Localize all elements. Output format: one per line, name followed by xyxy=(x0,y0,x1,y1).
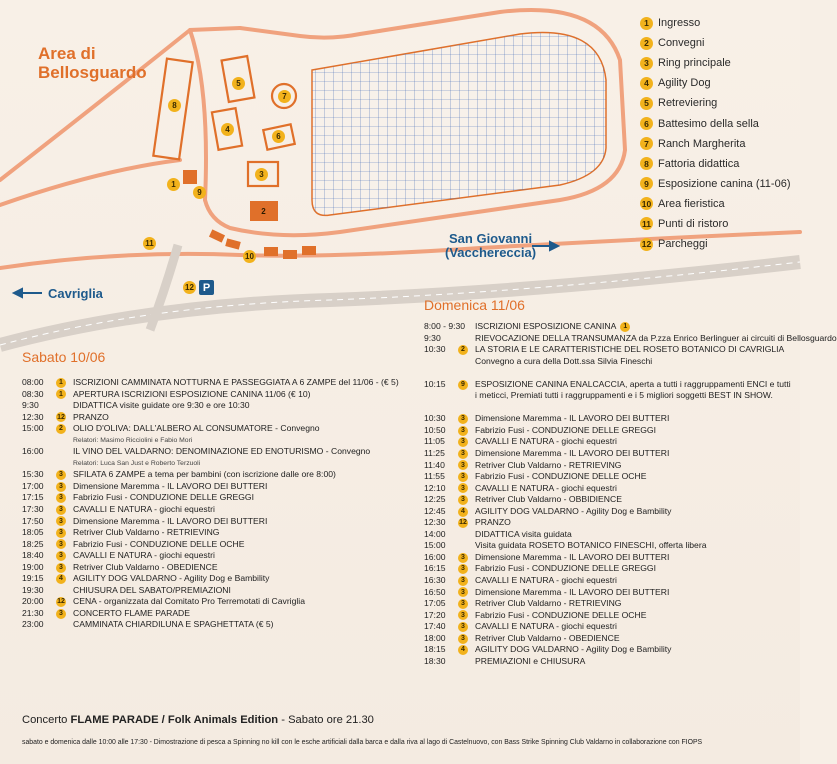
schedule-time: 12:10 xyxy=(424,482,446,493)
schedule-number-badge: 3 xyxy=(458,472,468,482)
schedule-badge-slot xyxy=(458,483,475,493)
schedule-row xyxy=(22,608,402,620)
schedule-time: 12:30 xyxy=(424,517,446,528)
schedule-badge-slot xyxy=(56,539,73,549)
sunday-title: Domenica 11/06 xyxy=(424,297,525,313)
schedule-row xyxy=(424,390,796,402)
schedule-description: ISCRIZIONI CAMMINATA NOTTURNA E PASSEGGIATA A 6 ZAMPE del 11/06 - (€ 5) xyxy=(73,377,399,387)
schedule-time: 10:30 xyxy=(424,413,446,424)
schedule-row xyxy=(22,435,402,447)
schedule-number-badge: 3 xyxy=(458,426,468,436)
schedule-row xyxy=(424,540,796,552)
schedule-description: Dimensione Maremma - IL LAVORO DEI BUTTERI xyxy=(475,551,670,562)
schedule-time: 12:45 xyxy=(424,505,446,516)
legend-item xyxy=(640,53,800,73)
schedule-number-badge: 12 xyxy=(57,598,65,606)
schedule-time: 17:15 xyxy=(22,492,44,503)
schedule-description: ESPOSIZIONE CANINA ENALCACCIA, aperta a tutti i raggruppamenti ENCI e tutti xyxy=(475,378,791,389)
legend-number-badge: 12 xyxy=(641,239,652,250)
schedule-badge-slot xyxy=(458,553,475,563)
schedule-description: Retriver Club Valdarno - OBEDIENCE xyxy=(73,561,218,572)
schedule-badge-slot xyxy=(458,449,475,459)
schedule-time: 18:40 xyxy=(22,550,44,561)
schedule-number-badge: 3 xyxy=(56,563,66,573)
legend-item xyxy=(640,93,800,113)
schedule-badge-slot xyxy=(56,597,73,607)
schedule-row xyxy=(22,481,402,493)
schedule-row xyxy=(22,458,402,470)
schedule-number-badge: 2 xyxy=(56,424,66,434)
schedule-row xyxy=(22,585,402,597)
schedule-description: CAVALLI E NATURA - giochi equestri xyxy=(73,550,215,561)
schedule-row xyxy=(424,529,796,541)
schedule-row xyxy=(22,377,402,389)
schedule-number-badge: 3 xyxy=(458,622,468,632)
schedule-number-badge: 3 xyxy=(56,551,66,561)
schedule-time: 10:30 xyxy=(424,344,446,355)
schedule-number-badge: 3 xyxy=(458,576,468,586)
schedule-description: ISCRIZIONI ESPOSIZIONE CANINA xyxy=(475,321,617,331)
legend-number-badge: 2 xyxy=(640,37,653,50)
area-title xyxy=(38,44,147,82)
direction-san-giovanni-line1: San Giovanni xyxy=(449,231,533,246)
schedule-row xyxy=(22,423,402,435)
legend-number-badge: 10 xyxy=(641,198,652,209)
schedule-row xyxy=(424,436,796,448)
map-marker-6: 6 xyxy=(272,130,285,143)
schedule-row xyxy=(22,400,402,412)
legend-label: Convegni xyxy=(658,37,705,50)
schedule-description: i meticci, Premiati tutti i raggruppamenti e i 5 migliori soggetti BEST IN SHOW. xyxy=(475,390,773,401)
schedule-row xyxy=(22,469,402,481)
legend-label: Ingresso xyxy=(658,17,701,30)
schedule-time: 8:00 - 9:30 xyxy=(424,321,466,331)
schedule-badge-slot xyxy=(56,609,73,619)
schedule-badge-slot xyxy=(458,634,475,644)
schedule-description: Relatori: Luca San Just e Roberto Terzuoli xyxy=(73,459,201,467)
schedule-row xyxy=(22,504,402,516)
legend-item xyxy=(640,234,800,254)
schedule-time: 15:30 xyxy=(22,469,44,480)
schedule-badge-slot xyxy=(458,507,475,517)
legend-number-badge: 1 xyxy=(640,17,653,30)
schedule-time: 14:00 xyxy=(424,528,446,539)
schedule-row xyxy=(424,367,796,379)
legend-label: Ranch Margherita xyxy=(658,137,746,150)
legend-item xyxy=(640,113,800,133)
schedule-description: LA STORIA E LE CARATTERISTICHE DEL ROSETO BOTANICO DI CAVRIGLIA xyxy=(475,344,785,355)
map-marker-2: 2 xyxy=(261,207,266,216)
legend-label: Punti di ristoro xyxy=(658,217,729,230)
legend-label: Area fieristica xyxy=(658,197,725,210)
schedule-row xyxy=(22,446,402,458)
schedule-row xyxy=(424,621,796,633)
legend-item xyxy=(640,194,800,214)
schedule-row xyxy=(424,575,796,587)
area-title-line2: Bellosguardo xyxy=(38,63,147,82)
schedule-time: 10:50 xyxy=(424,424,446,435)
schedule-description: Fabrizio Fusi - CONDUZIONE DELLE OCHE xyxy=(73,538,245,549)
legend-item xyxy=(640,134,800,154)
schedule-badge-slot xyxy=(458,518,475,528)
schedule-description: DIDATTICA visite guidate ore 9:30 e ore 10:30 xyxy=(73,400,250,411)
schedule-description: Dimensione Maremma - IL LAVORO DEI BUTTERI xyxy=(475,448,670,459)
schedule-number-badge: 3 xyxy=(458,634,468,644)
schedule-description: CAVALLI E NATURA - giochi equestri xyxy=(475,436,617,447)
schedule-row xyxy=(424,494,796,506)
schedule-description: RIEVOCAZIONE DELLA TRANSUMANZA da P.zza Enrico Berlinguer ai circuiti di Bellosguardo xyxy=(475,332,837,343)
saturday-schedule xyxy=(22,377,402,631)
legend-label: Parcheggi xyxy=(658,238,708,251)
schedule-number-badge: 3 xyxy=(458,553,468,563)
schedule-row xyxy=(424,379,796,391)
schedule-number-badge: 3 xyxy=(56,516,66,526)
schedule-badge-slot xyxy=(458,414,475,424)
schedule-description: CAVALLI E NATURA - giochi equestri xyxy=(475,575,617,586)
schedule-badge-slot xyxy=(458,599,475,609)
schedule-badge-slot xyxy=(56,563,73,573)
parking-icon: P xyxy=(199,280,214,295)
schedule-row xyxy=(424,448,796,460)
schedule-time: 15:00 xyxy=(424,540,446,551)
schedule-time: 18:15 xyxy=(424,644,446,655)
schedule-badge-slot xyxy=(56,378,73,388)
schedule-number-badge: 3 xyxy=(458,449,468,459)
schedule-description: Retriver Club Valdarno - OBEDIENCE xyxy=(475,632,620,643)
schedule-number-badge: 2 xyxy=(458,345,468,355)
schedule-number-badge: 12 xyxy=(459,519,467,527)
schedule-number-badge: 3 xyxy=(458,437,468,447)
legend-label: Battesimo della sella xyxy=(658,117,759,130)
schedule-time: 17:00 xyxy=(22,480,44,491)
legend-item xyxy=(640,174,800,194)
schedule-badge-slot xyxy=(56,505,73,515)
legend-item xyxy=(640,214,800,234)
schedule-badge-slot xyxy=(56,424,73,434)
schedule-description: CAVALLI E NATURA - giochi equestri xyxy=(73,504,215,515)
schedule-badge-slot xyxy=(458,622,475,632)
schedule-time: 9:30 xyxy=(22,400,39,411)
schedule-description: Dimensione Maremma - IL LAVORO DEI BUTTERI xyxy=(73,480,268,491)
schedule-row xyxy=(424,563,796,575)
schedule-time: 19:30 xyxy=(22,584,44,595)
schedule-number-badge: 1 xyxy=(56,378,66,388)
schedule-row xyxy=(22,492,402,504)
schedule-row xyxy=(22,389,402,401)
schedule-time: 11:05 xyxy=(424,436,445,447)
schedule-number-badge: 1 xyxy=(56,389,66,399)
schedule-number-badge: 4 xyxy=(458,507,468,517)
schedule-number-badge: 12 xyxy=(57,413,65,421)
schedule-description: Retriver Club Valdarno - RETRIEVING xyxy=(475,598,622,609)
schedule-time: 9:30 xyxy=(424,332,441,343)
schedule-description: DIDATTICA visita guidata xyxy=(475,528,572,539)
schedule-time: 18:25 xyxy=(22,538,44,549)
schedule-row xyxy=(22,516,402,528)
schedule-badge-slot xyxy=(458,345,475,355)
schedule-number-badge: 3 xyxy=(458,564,468,574)
schedule-number-badge: 3 xyxy=(56,493,66,503)
schedule-row xyxy=(22,596,402,608)
schedule-description: APERTURA ISCRIZIONI ESPOSIZIONE CANINA 11/06 (€ 10) xyxy=(73,388,311,399)
map-marker-5: 5 xyxy=(232,77,245,90)
schedule-number-badge: 3 xyxy=(56,539,66,549)
direction-cavriglia: Cavriglia xyxy=(48,286,103,301)
schedule-description: PRANZO xyxy=(475,517,511,528)
schedule-time: 11:55 xyxy=(424,471,445,482)
schedule-time: 11:40 xyxy=(424,459,445,470)
schedule-description: Dimensione Maremma - IL LAVORO DEI BUTTERI xyxy=(73,515,268,526)
schedule-number-badge: 3 xyxy=(56,528,66,538)
schedule-description: CAVALLI E NATURA - giochi equestri xyxy=(475,482,617,493)
schedule-time: 17:40 xyxy=(424,621,446,632)
direction-san-giovanni-line2: (Vacchereccia) xyxy=(445,245,537,260)
footer-note: sabato e domenica dalle 10:00 alle 17:30 - Dimostrazione di pesca a Spinning no kill con le esche artificiali dalla barca e dalla riva al lago di Castelnuovo, con Bass Strike Spinning Club Valdarno in collaborazione con FIOPS xyxy=(22,739,703,746)
schedule-description: CENA - organizzata dal Comitato Pro Terremotati di Cavriglia xyxy=(73,596,305,607)
schedule-badge-slot xyxy=(56,412,73,422)
map-marker-11: 11 xyxy=(143,237,156,250)
schedule-description: Relatori: Masimo Ricciolini e Fabio Mori xyxy=(73,436,193,444)
schedule-time: 20:00 xyxy=(22,596,44,607)
schedule-row xyxy=(424,402,796,414)
schedule-number-badge: 3 xyxy=(56,609,66,619)
schedule-number-badge: 9 xyxy=(458,380,468,390)
schedule-row xyxy=(424,321,796,333)
schedule-description: IL VINO DEL VALDARNO: DENOMINAZIONE ED ENOTURISMO - Convegno xyxy=(73,446,371,457)
schedule-time: 17:30 xyxy=(22,504,44,515)
schedule-description: AGILITY DOG VALDARNO - Agility Dog e Bambility xyxy=(475,644,672,655)
schedule-row xyxy=(424,610,796,622)
direction-san-giovanni xyxy=(445,232,536,260)
schedule-time: 17:20 xyxy=(424,609,446,620)
schedule-badge-slot xyxy=(458,564,475,574)
map-marker-3: 3 xyxy=(255,168,268,181)
schedule-row xyxy=(424,598,796,610)
schedule-time: 16:00 xyxy=(424,551,446,562)
schedule-number-badge: 3 xyxy=(458,414,468,424)
schedule-time: 21:30 xyxy=(22,607,44,618)
schedule-time: 16:30 xyxy=(424,575,446,586)
schedule-number-badge: 3 xyxy=(458,610,468,620)
legend-label: Retreviering xyxy=(658,97,718,110)
legend-number-badge: 7 xyxy=(640,137,653,150)
schedule-row xyxy=(22,539,402,551)
schedule-time: 19:15 xyxy=(22,573,44,584)
schedule-badge-slot xyxy=(56,574,73,584)
map-marker-9: 9 xyxy=(193,186,206,199)
schedule-row xyxy=(424,332,837,345)
schedule-row xyxy=(22,412,402,424)
concert-name: FLAME PARADE / Folk Animals Edition xyxy=(70,714,279,726)
legend-number-badge: 8 xyxy=(640,157,653,170)
schedule-row xyxy=(22,550,402,562)
schedule-badge-slot xyxy=(458,610,475,620)
legend-item xyxy=(640,154,800,174)
saturday-title: Sabato 10/06 xyxy=(22,349,106,365)
legend-item xyxy=(640,13,800,33)
legend-number-badge: 5 xyxy=(640,97,653,110)
schedule-description: CHIUSURA DEL SABATO/PREMIAZIONI xyxy=(73,584,231,595)
schedule-description: AGILITY DOG VALDARNO - Agility Dog e Bambility xyxy=(73,573,270,584)
schedule-number-badge: 3 xyxy=(458,460,468,470)
schedule-description: Fabrizio Fusi - CONDUZIONE DELLE OCHE xyxy=(475,471,647,482)
schedule-time: 18:05 xyxy=(22,527,44,538)
map-marker-12: 12 xyxy=(183,281,196,294)
schedule-number-badge: 1 xyxy=(620,322,630,332)
schedule-description: CAVALLI E NATURA - giochi equestri xyxy=(475,621,617,632)
schedule-number-badge: 3 xyxy=(458,599,468,609)
schedule-description: OLIO D'OLIVA: DALL'ALBERO AL CONSUMATORE - Convegno xyxy=(73,423,320,434)
legend-label: Fattoria didattica xyxy=(658,157,740,170)
schedule-badge-slot xyxy=(56,470,73,480)
schedule-badge-slot xyxy=(458,460,475,470)
schedule-row xyxy=(424,471,796,483)
schedule-description: Fabrizio Fusi - CONDUZIONE DELLE GREGGI xyxy=(475,424,656,435)
schedule-description: SFILATA 6 ZAMPE a tema per bambini (con iscrizione dalle ore 8:00) xyxy=(73,469,336,480)
legend-number-badge: 4 xyxy=(640,77,653,90)
schedule-time: 11:25 xyxy=(424,448,445,459)
schedule-row xyxy=(424,587,796,599)
schedule-row xyxy=(424,460,796,472)
schedule-time: 17:05 xyxy=(424,598,446,609)
schedule-description: Visita guidata ROSETO BOTANICO FINESCHI, offerta libera xyxy=(475,540,707,551)
schedule-badge-slot xyxy=(458,380,475,390)
map-marker-1: 1 xyxy=(167,178,180,191)
schedule-description: Retriver Club Valdarno - RETRIEVING xyxy=(475,459,622,470)
schedule-row xyxy=(424,656,796,668)
schedule-number-badge: 3 xyxy=(56,470,66,480)
schedule-time: 15:00 xyxy=(22,423,44,434)
schedule-row xyxy=(424,552,796,564)
schedule-badge-slot xyxy=(458,645,475,655)
sunday-schedule xyxy=(424,321,837,667)
schedule-description: Convegno a cura della Dott.ssa Silvia Fineschi xyxy=(475,355,653,366)
schedule-number-badge: 4 xyxy=(56,574,66,584)
schedule-number-badge: 3 xyxy=(458,495,468,505)
schedule-time: 12:25 xyxy=(424,494,446,505)
schedule-description: Fabrizio Fusi - CONDUZIONE DELLE OCHE xyxy=(475,609,647,620)
schedule-badge-slot xyxy=(56,493,73,503)
schedule-time: 18:30 xyxy=(424,655,446,666)
schedule-row xyxy=(22,562,402,574)
legend-label: Ring principale xyxy=(658,57,731,70)
schedule-row xyxy=(424,517,796,529)
schedule-description: PRANZO xyxy=(73,411,109,422)
schedule-number-badge: 3 xyxy=(56,482,66,492)
schedule-time: 19:00 xyxy=(22,561,44,572)
schedule-row xyxy=(424,483,796,495)
schedule-badge-slot xyxy=(56,516,73,526)
map-marker-8: 8 xyxy=(168,99,181,112)
map-marker-7: 7 xyxy=(278,90,291,103)
schedule-description: Dimensione Maremma - IL LAVORO DEI BUTTERI xyxy=(475,586,670,597)
schedule-time: 17:50 xyxy=(22,515,44,526)
schedule-badge-slot xyxy=(56,551,73,561)
schedule-time: 18:00 xyxy=(424,632,446,643)
concert-suffix: - Sabato ore 21.30 xyxy=(278,714,374,726)
schedule-row xyxy=(424,644,796,656)
legend-label: Esposizione canina (11-06) xyxy=(658,177,791,190)
schedule-description: Fabrizio Fusi - CONDUZIONE DELLE GREGGI xyxy=(475,563,656,574)
map-marker-4: 4 xyxy=(221,123,234,136)
schedule-row xyxy=(424,506,796,518)
legend-label: Agility Dog xyxy=(658,77,711,90)
area-title-line1: Area di xyxy=(38,44,96,63)
schedule-description: CONCERTO FLAME PARADE xyxy=(73,607,190,618)
schedule-description: AGILITY DOG VALDARNO - Agility Dog e Bambility xyxy=(475,505,672,516)
schedule-description: Retriver Club Valdarno - OBBIDIENCE xyxy=(475,494,622,505)
schedule-description: Dimensione Maremma - IL LAVORO DEI BUTTERI xyxy=(475,413,670,424)
legend-number-badge: 11 xyxy=(642,218,651,229)
schedule-time: 16:50 xyxy=(424,586,446,597)
schedule-time: 16:15 xyxy=(424,563,446,574)
schedule-badge-slot xyxy=(458,426,475,436)
schedule-badge-slot xyxy=(458,437,475,447)
schedule-row xyxy=(424,413,796,425)
schedule-row xyxy=(22,619,402,631)
schedule-time: 16:00 xyxy=(22,446,44,457)
schedule-number-badge: 3 xyxy=(56,505,66,515)
legend xyxy=(640,13,800,254)
concert-banner xyxy=(22,714,374,726)
schedule-number-badge: 3 xyxy=(458,483,468,493)
schedule-row xyxy=(22,573,402,585)
schedule-row xyxy=(22,527,402,539)
schedule-row xyxy=(424,633,796,645)
schedule-badge-slot xyxy=(56,528,73,538)
schedule-badge-slot xyxy=(458,587,475,597)
structures xyxy=(153,56,296,186)
schedule-badge-slot xyxy=(458,495,475,505)
schedule-time: 08:30 xyxy=(22,388,44,399)
schedule-description: Fabrizio Fusi - CONDUZIONE DELLE GREGGI xyxy=(73,492,254,503)
schedule-description: PREMIAZIONI e CHIUSURA xyxy=(475,655,586,666)
concert-prefix: Concerto xyxy=(22,714,71,726)
legend-number-badge: 6 xyxy=(640,117,653,130)
schedule-time: 12:30 xyxy=(22,411,44,422)
schedule-description: CAMMINATA CHIARDILUNA E SPAGHETTATA (€ 5) xyxy=(73,619,274,630)
legend-item xyxy=(640,33,800,53)
schedule-number-badge: 3 xyxy=(458,587,468,597)
schedule-badge-slot xyxy=(56,389,73,399)
schedule-row xyxy=(424,356,796,368)
schedule-row xyxy=(424,344,796,356)
schedule-number-badge: 4 xyxy=(458,645,468,655)
schedule-badge-slot xyxy=(458,472,475,482)
map-marker-10: 10 xyxy=(243,250,256,263)
schedule-time: 23:00 xyxy=(22,619,44,630)
schedule-time: 08:00 xyxy=(22,377,44,387)
legend-number-badge: 9 xyxy=(640,177,653,190)
schedule-badge-slot xyxy=(458,576,475,586)
schedule-description: Retriver Club Valdarno - RETRIEVING xyxy=(73,527,220,538)
legend-number-badge: 3 xyxy=(640,57,653,70)
schedule-badge-slot xyxy=(56,482,73,492)
schedule-row xyxy=(424,425,796,437)
schedule-time: 10:15 xyxy=(424,378,446,389)
legend-item xyxy=(640,73,800,93)
